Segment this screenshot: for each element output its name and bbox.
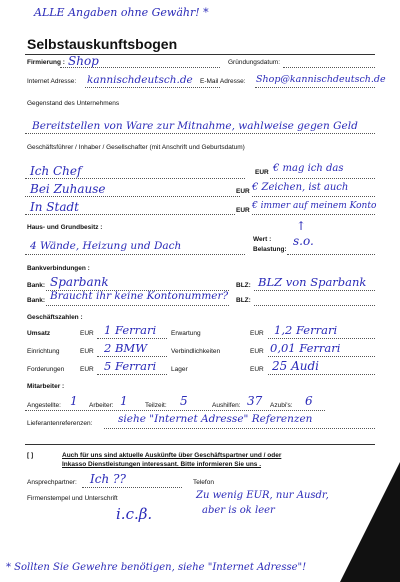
teilzeit-value: 5: [180, 394, 188, 408]
lager-eur-label: EUR: [250, 366, 264, 373]
angestellte-label: Angestellte:: [27, 402, 61, 409]
azubis-value: 6: [305, 394, 313, 408]
aushilfen-value: 37: [247, 394, 263, 408]
field-line: [255, 87, 375, 88]
bank1-label: Bank:: [27, 282, 46, 289]
field-line: [25, 133, 375, 134]
gegenstand-label: Gegenstand des Unternehmens: [27, 100, 120, 107]
divider: [25, 444, 375, 445]
umsatz-label: Umsatz: [27, 330, 51, 337]
auskunft-text-1: Auch für uns sind aktuelle Auskünfte über Geschäftspartner und / oder: [62, 452, 282, 459]
firmierung-label: Firmierung :: [27, 59, 65, 66]
field-line: [25, 196, 240, 197]
erwartung-label: Erwartung: [171, 330, 201, 337]
field-line: [25, 254, 245, 255]
forderungen-value: 5 Ferrari: [104, 359, 157, 373]
blz2-label: BLZ:: [236, 297, 251, 304]
belastung-label: Belastung:: [253, 246, 287, 253]
zahlen-label: Geschäftszahlen :: [27, 314, 83, 321]
form-title: Selbstauskunftsbogen: [27, 36, 178, 52]
field-line: [252, 196, 375, 197]
gf-line-2: Bei Zuhause: [30, 182, 106, 196]
einrichtung-eur-label: EUR: [80, 348, 94, 355]
gf-label: Geschäftsführer / Inhaber / Gesellschafter (mit Anschrift und Geburtsdatum): [27, 144, 245, 151]
field-line: [287, 254, 375, 255]
page-fold-corner: [340, 462, 400, 582]
bank2-value: Braucht ihr keine Kontonummer?: [50, 290, 229, 302]
erwartung-value: 1,2 Ferrari: [274, 323, 338, 337]
lager-value: 25 Audi: [272, 359, 319, 373]
eur-label-1: EUR: [255, 169, 269, 176]
umsatz-value: 1 Ferrari: [104, 323, 157, 337]
field-line: [254, 290, 375, 291]
haus-label: Haus- und Grundbesitz :: [27, 224, 103, 231]
field-line: [97, 356, 167, 357]
azubis-label: Azubi's:: [270, 402, 293, 409]
einrichtung-label: Einrichtung: [27, 348, 60, 355]
forderungen-eur-label: EUR: [80, 366, 94, 373]
haus-value: 4 Wände, Heizung und Dach: [30, 240, 182, 252]
aushilfen-label: Aushilfen:: [212, 402, 241, 409]
bank-section-label: Bankverbindungen :: [27, 265, 90, 272]
firmierung-value: Shop: [68, 54, 99, 68]
gegenstand-value: Bereitstellen von Ware zur Mitnahme, wahlweise gegen Geld: [32, 120, 358, 132]
telefon-value-1: Zu wenig EUR, nur Ausdr,: [196, 490, 329, 501]
blz1-label: BLZ:: [236, 282, 251, 289]
lieferanten-value: siehe "Internet Adresse" Referenzen: [118, 413, 313, 425]
gruendung-label: Gründungsdatum:: [228, 59, 281, 66]
footer-note: * Sollten Sie Gewehre benötigen, siehe "Internet Adresse"!: [6, 562, 307, 573]
field-line: [270, 178, 375, 179]
eur-value-1: € mag ich das: [273, 163, 344, 174]
lieferanten-label: Lieferantenreferenzen:: [27, 420, 93, 427]
arrow-up-icon: ↑: [296, 219, 307, 233]
verbindlich-label: Verbindlichkeiten: [171, 348, 221, 355]
erwartung-eur-label: EUR: [250, 330, 264, 337]
field-line: [46, 305, 229, 306]
ansprech-value: Ich ??: [90, 472, 126, 486]
field-line: [283, 67, 375, 68]
telefon-label: Telefon: [193, 479, 214, 486]
bank1-value: Sparbank: [50, 275, 109, 289]
angestellte-value: 1: [70, 394, 78, 408]
field-line: [268, 356, 375, 357]
field-line: [60, 67, 220, 68]
header-note: ALLE Angaben ohne Gewähr! *: [34, 6, 209, 19]
field-line: [97, 374, 167, 375]
field-line: [25, 178, 245, 179]
field-line: [25, 410, 325, 411]
eur-label-2: EUR: [236, 188, 250, 195]
field-line: [104, 428, 375, 429]
field-line: [97, 338, 167, 339]
auskunft-checkbox[interactable]: [ ]: [27, 452, 34, 459]
internet-label: Internet Adresse:: [27, 78, 77, 85]
field-line: [254, 305, 375, 306]
blz1-value: BLZ von Sparbank: [258, 275, 367, 289]
arbeiter-value: 1: [120, 394, 128, 408]
stempel-label: Firmenstempel und Unterschrift: [27, 495, 118, 502]
eur-value-3: € immer auf meinem Konto: [252, 201, 377, 211]
verbindlich-value: 0,01 Ferrari: [270, 341, 341, 355]
eur-value-2: € Zeichen, ist auch: [252, 182, 349, 193]
signature: i.c.β.: [116, 505, 153, 523]
email-value: Shop@kannischdeutsch.de: [256, 74, 386, 85]
field-line: [252, 214, 375, 215]
ansprech-label: Ansprechpartner:: [27, 479, 77, 486]
forderungen-label: Forderungen: [27, 366, 65, 373]
verbindlich-eur-label: EUR: [250, 348, 264, 355]
field-line: [82, 487, 182, 488]
umsatz-eur-label: EUR: [80, 330, 94, 337]
lager-label: Lager: [171, 366, 188, 373]
email-label: E-Mail Adresse:: [200, 78, 246, 85]
mitarbeiter-label: Mitarbeiter :: [27, 383, 65, 390]
gf-line-1: Ich Chef: [30, 164, 82, 178]
eur-label-3: EUR: [236, 207, 250, 214]
arbeiter-label: Arbeiter:: [89, 402, 114, 409]
einrichtung-value: 2 BMW: [104, 341, 148, 355]
wert-value: s.o.: [293, 234, 314, 248]
field-line: [268, 374, 375, 375]
field-line: [268, 338, 375, 339]
internet-value: kannischdeutsch.de: [87, 74, 193, 86]
field-line: [25, 214, 235, 215]
auskunft-text-2: Inkasso Dienstleistungen interessant. Bitte informieren Sie uns .: [62, 461, 262, 468]
wert-label: Wert :: [253, 236, 272, 243]
teilzeit-label: Teilzeit:: [145, 402, 167, 409]
gf-line-3: In Stadt: [30, 200, 79, 214]
bank2-label: Bank:: [27, 297, 46, 304]
field-line: [85, 87, 220, 88]
telefon-value-2: aber is ok leer: [202, 505, 275, 516]
